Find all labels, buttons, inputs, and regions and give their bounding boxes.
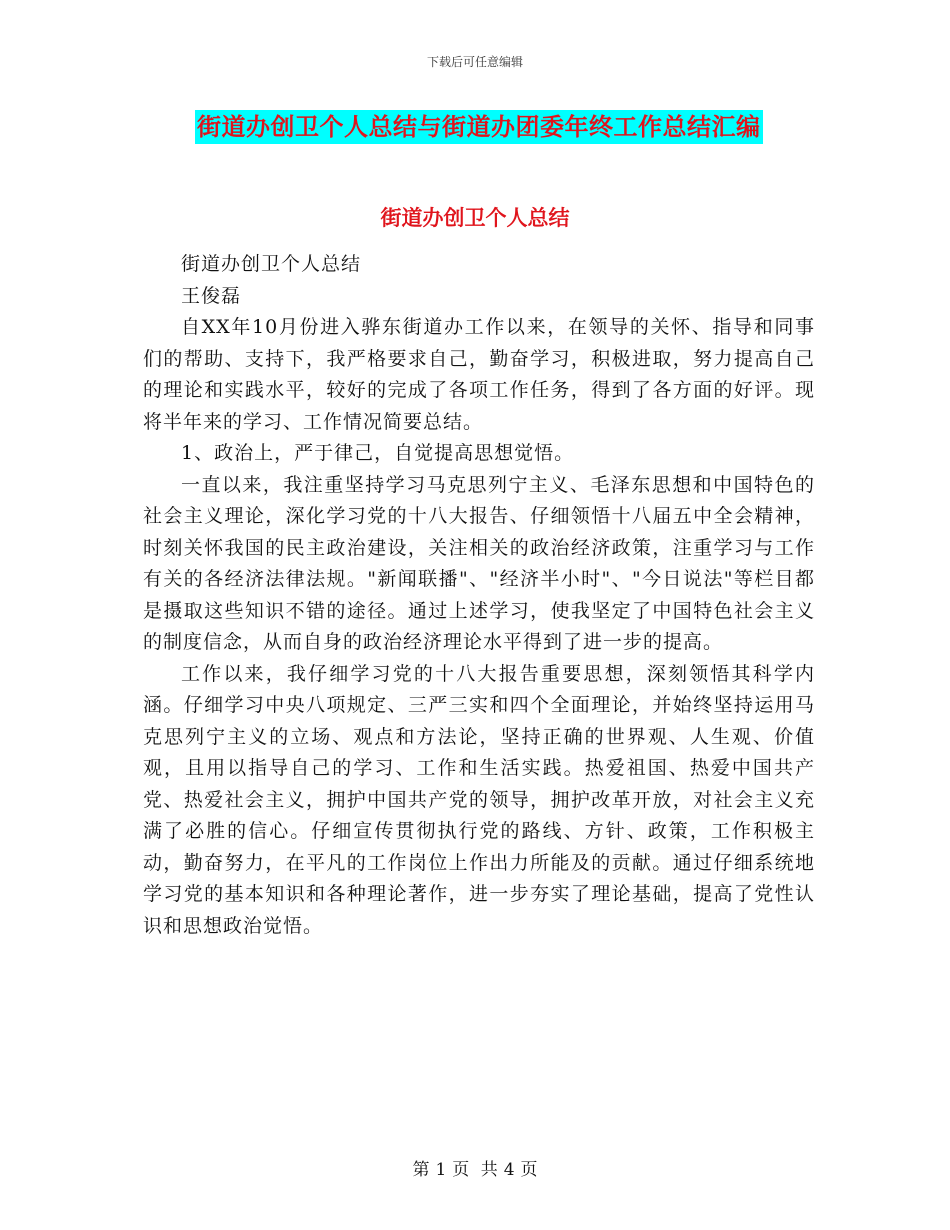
- page-suffix: 页: [520, 1160, 538, 1180]
- paragraph-intro: 自XX年10月份进入骅东街道办工作以来，在领导的关怀、指导和同事们的帮助、支持下，我严格要求自己，勤奋学习，积极进取，努力提高自己的理论和实践水平，较好的完成了各项工作任务，得到了各方面的好评。现将半年来的学习、工作情况简要总结。: [143, 316, 815, 433]
- document-main-title: 街道办创卫个人总结与街道办团委年终工作总结汇编: [195, 110, 763, 144]
- paragraph-work: 工作以来，我仔细学习党的十八大报告重要思想，深刻领悟其科学内涵。仔细学习中央八项规定、三严三实和四个全面理论，并始终坚持运用马克思列宁主义的立场、观点和方法论，坚持正确的世界观、人生观、价值观，且用以指导自己的学习、工作和生活实践。热爱祖国、热爱中国共产党、热爱社会主义，拥护中国共产党的领导，拥护改革开放，对社会主义充满了必胜的信心。仔细宣传贯彻执行党的路线、方针、政策，工作积极主动，勤奋努力，在平凡的工作岗位上作出力所能及的贡献。通过仔细系统地学习党的基本知识和各种理论著作，进一步夯实了理论基础，提高了党性认识和思想政治觉悟。: [143, 662, 815, 937]
- page-prefix: 第: [412, 1160, 430, 1180]
- paragraph-study: 一直以来，我注重坚持学习马克思列宁主义、毛泽东思想和中国特色的社会主义理论，深化学习党的十八大报告、仔细领悟十八届五中全会精神，时刻关怀我国的民主政治建设，关注相关的政治经济政策，注重学习与工作有关的各经济法律法规。"新闻联播"、"经济半小时"、"今日说法"等栏目都是摄取这些知识不错的途径。通过上述学习，使我坚定了中国特色社会主义的制度信念，从而自身的政治经济理论水平得到了进一步的提高。: [143, 473, 815, 653]
- page-total: 4: [503, 1160, 515, 1180]
- document-body: [143, 249, 815, 942]
- paragraph-point-1: 1、政治上，严于律己，自觉提高思想觉悟。: [181, 442, 575, 464]
- page-footer: [0, 1155, 950, 1180]
- paragraph-heading: 街道办创卫个人总结: [181, 253, 362, 275]
- page-middle: 页 共: [452, 1160, 498, 1180]
- paragraph-author: 王俊磊: [181, 284, 242, 307]
- header-note: 下载后可任意编辑: [426, 55, 523, 69]
- page-number: 1: [435, 1160, 447, 1180]
- section-title: 街道办创卫个人总结: [380, 205, 570, 230]
